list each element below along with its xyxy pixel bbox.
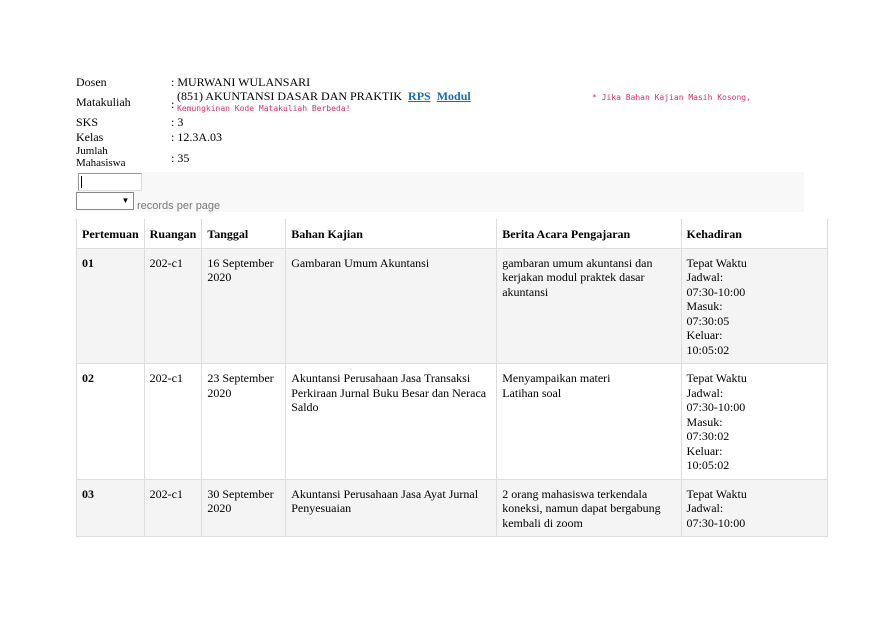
cell-berita-acara [497,248,681,364]
header-bahan-kajian[interactable]: Bahan Kajian [286,219,497,248]
matakuliah-name: (851) AKUNTANSI DASAR DAN PRAKTIK [177,89,403,103]
kelas-label: Kelas [76,130,104,144]
cell-ruangan: 202-c1 [144,364,202,480]
cell-bahan-kajian [286,248,497,364]
cell-bahan-kajian [286,364,497,480]
jumlah-value: : 35 [171,151,190,165]
berita-line: gambaran umum akuntansi dan kerjakan modul praktek dasar akuntansi [502,255,653,299]
table-header-row [77,219,828,248]
header-tanggal[interactable]: Tanggal [202,219,286,248]
kehadiran-masuk-label: Masuk: [686,299,723,313]
header-kehadiran[interactable]: Kehadiran [681,219,827,248]
bahan-line: Akuntansi Perusahaan Jasa Ayat Jurnal Penyesuaian [291,486,479,515]
cell-ruangan: 202-c1 [144,248,202,364]
cell-tanggal: 23 September 2020 [202,364,286,480]
berita-line: Menyampaikan materi [502,371,611,385]
cell-kehadiran [681,364,827,480]
sks-value: : 3 [171,115,184,129]
header-pertemuan[interactable]: Pertemuan [77,219,145,248]
records-per-page-select[interactable] [76,192,134,210]
matakuliah-label: Matakuliah [76,95,131,109]
cell-berita-acara [497,479,681,537]
jumlah-label-2: Mahasiswa [76,157,126,169]
berita-line: Latihan soal [502,385,562,400]
kehadiran-jadwal-label: Jadwal: [686,501,724,515]
cell-tanggal: 30 September 2020 [202,479,286,537]
table-row [77,248,828,364]
cell-pertemuan: 03 [77,479,145,537]
kehadiran-masuk-label: Masuk: [686,414,723,429]
cell-kehadiran [681,248,827,364]
kehadiran-keluar-label: Keluar: [686,328,723,342]
cell-pertemuan: 01 [77,248,145,364]
cell-berita-acara [497,364,681,480]
kode-note: * Jika Bahan Kajian Masih Kosong, Kemungkinan Kode Matakuliah Berbeda! [177,93,751,113]
cell-bahan-kajian [286,479,497,537]
rps-link[interactable]: RPS [408,89,431,103]
matakuliah-colon: : [171,97,175,111]
cell-ruangan: 202-c1 [144,479,202,537]
kehadiran-status: Tepat Waktu [686,371,747,385]
cell-pertemuan: 02 [77,364,145,480]
kehadiran-jadwal: 07:30-10:00 [686,400,746,414]
bahan-line: Akuntansi Perusahaan Jasa Transaksi Perkiraan Jurnal Buku Besar dan Neraca Saldo [291,371,487,414]
table-row [77,479,828,537]
cell-kehadiran [681,479,827,537]
dosen-value: : MURWANI WULANSARI [171,75,311,89]
kelas-value: : 12.3A.03 [171,130,222,144]
header-berita-acara[interactable]: Berita Acara Pengajaran [497,219,681,248]
bahan-line: Gambaran Umum Akuntansi [291,255,430,270]
kehadiran-keluar: 10:05:02 [686,342,730,357]
kehadiran-jadwal-label: Jadwal: [686,270,724,284]
kehadiran-masuk: 07:30:05 [686,313,730,328]
sks-label: SKS [76,115,99,129]
jumlah-label-1: Jumlah [76,145,108,157]
kehadiran-keluar-label: Keluar: [686,443,723,458]
table-row [77,364,828,480]
attendance-table [76,219,828,537]
berita-line: 2 orang mahasiswa terkendala koneksi, namun dapat bergabung kembali di zoom [502,486,661,530]
chevron-down-icon: ▼ [121,196,130,205]
kehadiran-jadwal: 07:30-10:00 [686,284,746,299]
records-per-page-label: records per page [137,200,221,212]
header-ruangan[interactable]: Ruangan [144,219,202,248]
kehadiran-jadwal: 07:30-10:00 [686,515,746,530]
kehadiran-keluar: 10:05:02 [686,458,730,472]
kehadiran-jadwal-label: Jadwal: [686,385,724,400]
kehadiran-status: Tepat Waktu [686,486,747,501]
jumlah-label [76,145,166,169]
modul-link[interactable]: Modul [436,89,471,103]
search-input[interactable] [78,173,142,191]
dosen-label: Dosen [76,75,107,89]
kehadiran-masuk: 07:30:02 [686,429,730,443]
kehadiran-status: Tepat Waktu [686,255,747,270]
cell-tanggal: 16 September 2020 [202,248,286,364]
